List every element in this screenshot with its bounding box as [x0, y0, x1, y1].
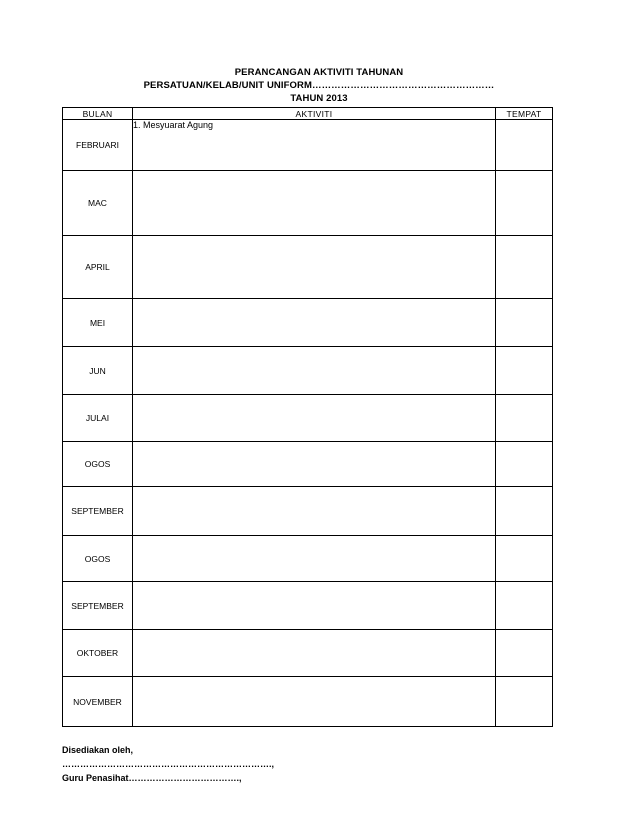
column-header-aktiviti: AKTIVITI	[133, 108, 496, 120]
table-row	[63, 236, 553, 299]
table-row	[63, 536, 553, 582]
place-cell	[496, 171, 553, 236]
activity-cell	[133, 582, 496, 630]
table-row	[63, 120, 553, 171]
advisor-line: Guru Penasihat……………………………….,	[62, 773, 242, 783]
month-cell: OGOS	[63, 442, 133, 487]
activity-cell	[133, 536, 496, 582]
column-header-bulan: BULAN	[63, 108, 133, 120]
table-row	[63, 299, 553, 347]
activity-cell	[133, 299, 496, 347]
signature-block	[62, 743, 274, 785]
activity-cell	[133, 442, 496, 487]
place-cell	[496, 442, 553, 487]
place-cell	[496, 677, 553, 727]
table-row	[63, 630, 553, 677]
month-cell: MAC	[63, 171, 133, 236]
place-cell	[496, 487, 553, 536]
month-cell: JULAI	[63, 395, 133, 442]
activity-cell	[133, 487, 496, 536]
table-row	[63, 677, 553, 727]
activity-cell	[133, 171, 496, 236]
activity-plan-table	[62, 107, 553, 727]
place-cell	[496, 236, 553, 299]
prepared-by-label: Disediakan oleh,	[62, 745, 134, 755]
activity-cell	[133, 236, 496, 299]
month-cell: MEI	[63, 299, 133, 347]
month-cell: APRIL	[63, 236, 133, 299]
month-cell: SEPTEMBER	[63, 582, 133, 630]
heading-year: TAHUN 2013	[290, 93, 348, 104]
month-cell: SEPTEMBER	[63, 487, 133, 536]
table-body	[63, 120, 553, 727]
place-cell	[496, 582, 553, 630]
table-row	[63, 395, 553, 442]
place-cell	[496, 395, 553, 442]
heading-organisation: PERSATUAN/KELAB/UNIT UNIFORM…………………………………………………	[143, 80, 495, 91]
month-cell: NOVEMBER	[63, 677, 133, 727]
activity-cell	[133, 677, 496, 727]
month-cell: JUN	[63, 347, 133, 395]
place-cell	[496, 120, 553, 171]
table-row	[63, 171, 553, 236]
place-cell	[496, 536, 553, 582]
place-cell	[496, 347, 553, 395]
activity-cell	[133, 347, 496, 395]
activity-cell	[133, 395, 496, 442]
table-row	[63, 347, 553, 395]
place-cell	[496, 299, 553, 347]
table-row	[63, 582, 553, 630]
signature-line: …………………………………………………………….,	[62, 759, 275, 769]
activity-cell	[133, 630, 496, 677]
table-header-row	[63, 108, 553, 120]
column-header-tempat: TEMPAT	[496, 108, 553, 120]
activity-cell: 1. Mesyuarat Agung	[133, 120, 496, 171]
table-row	[63, 487, 553, 536]
place-cell	[496, 630, 553, 677]
heading-title: PERANCANGAN AKTIVITI TAHUNAN	[234, 67, 404, 78]
document-heading	[0, 66, 638, 105]
table-row	[63, 442, 553, 487]
month-cell: OGOS	[63, 536, 133, 582]
month-cell: FEBRUARI	[63, 120, 133, 171]
month-cell: OKTOBER	[63, 630, 133, 677]
